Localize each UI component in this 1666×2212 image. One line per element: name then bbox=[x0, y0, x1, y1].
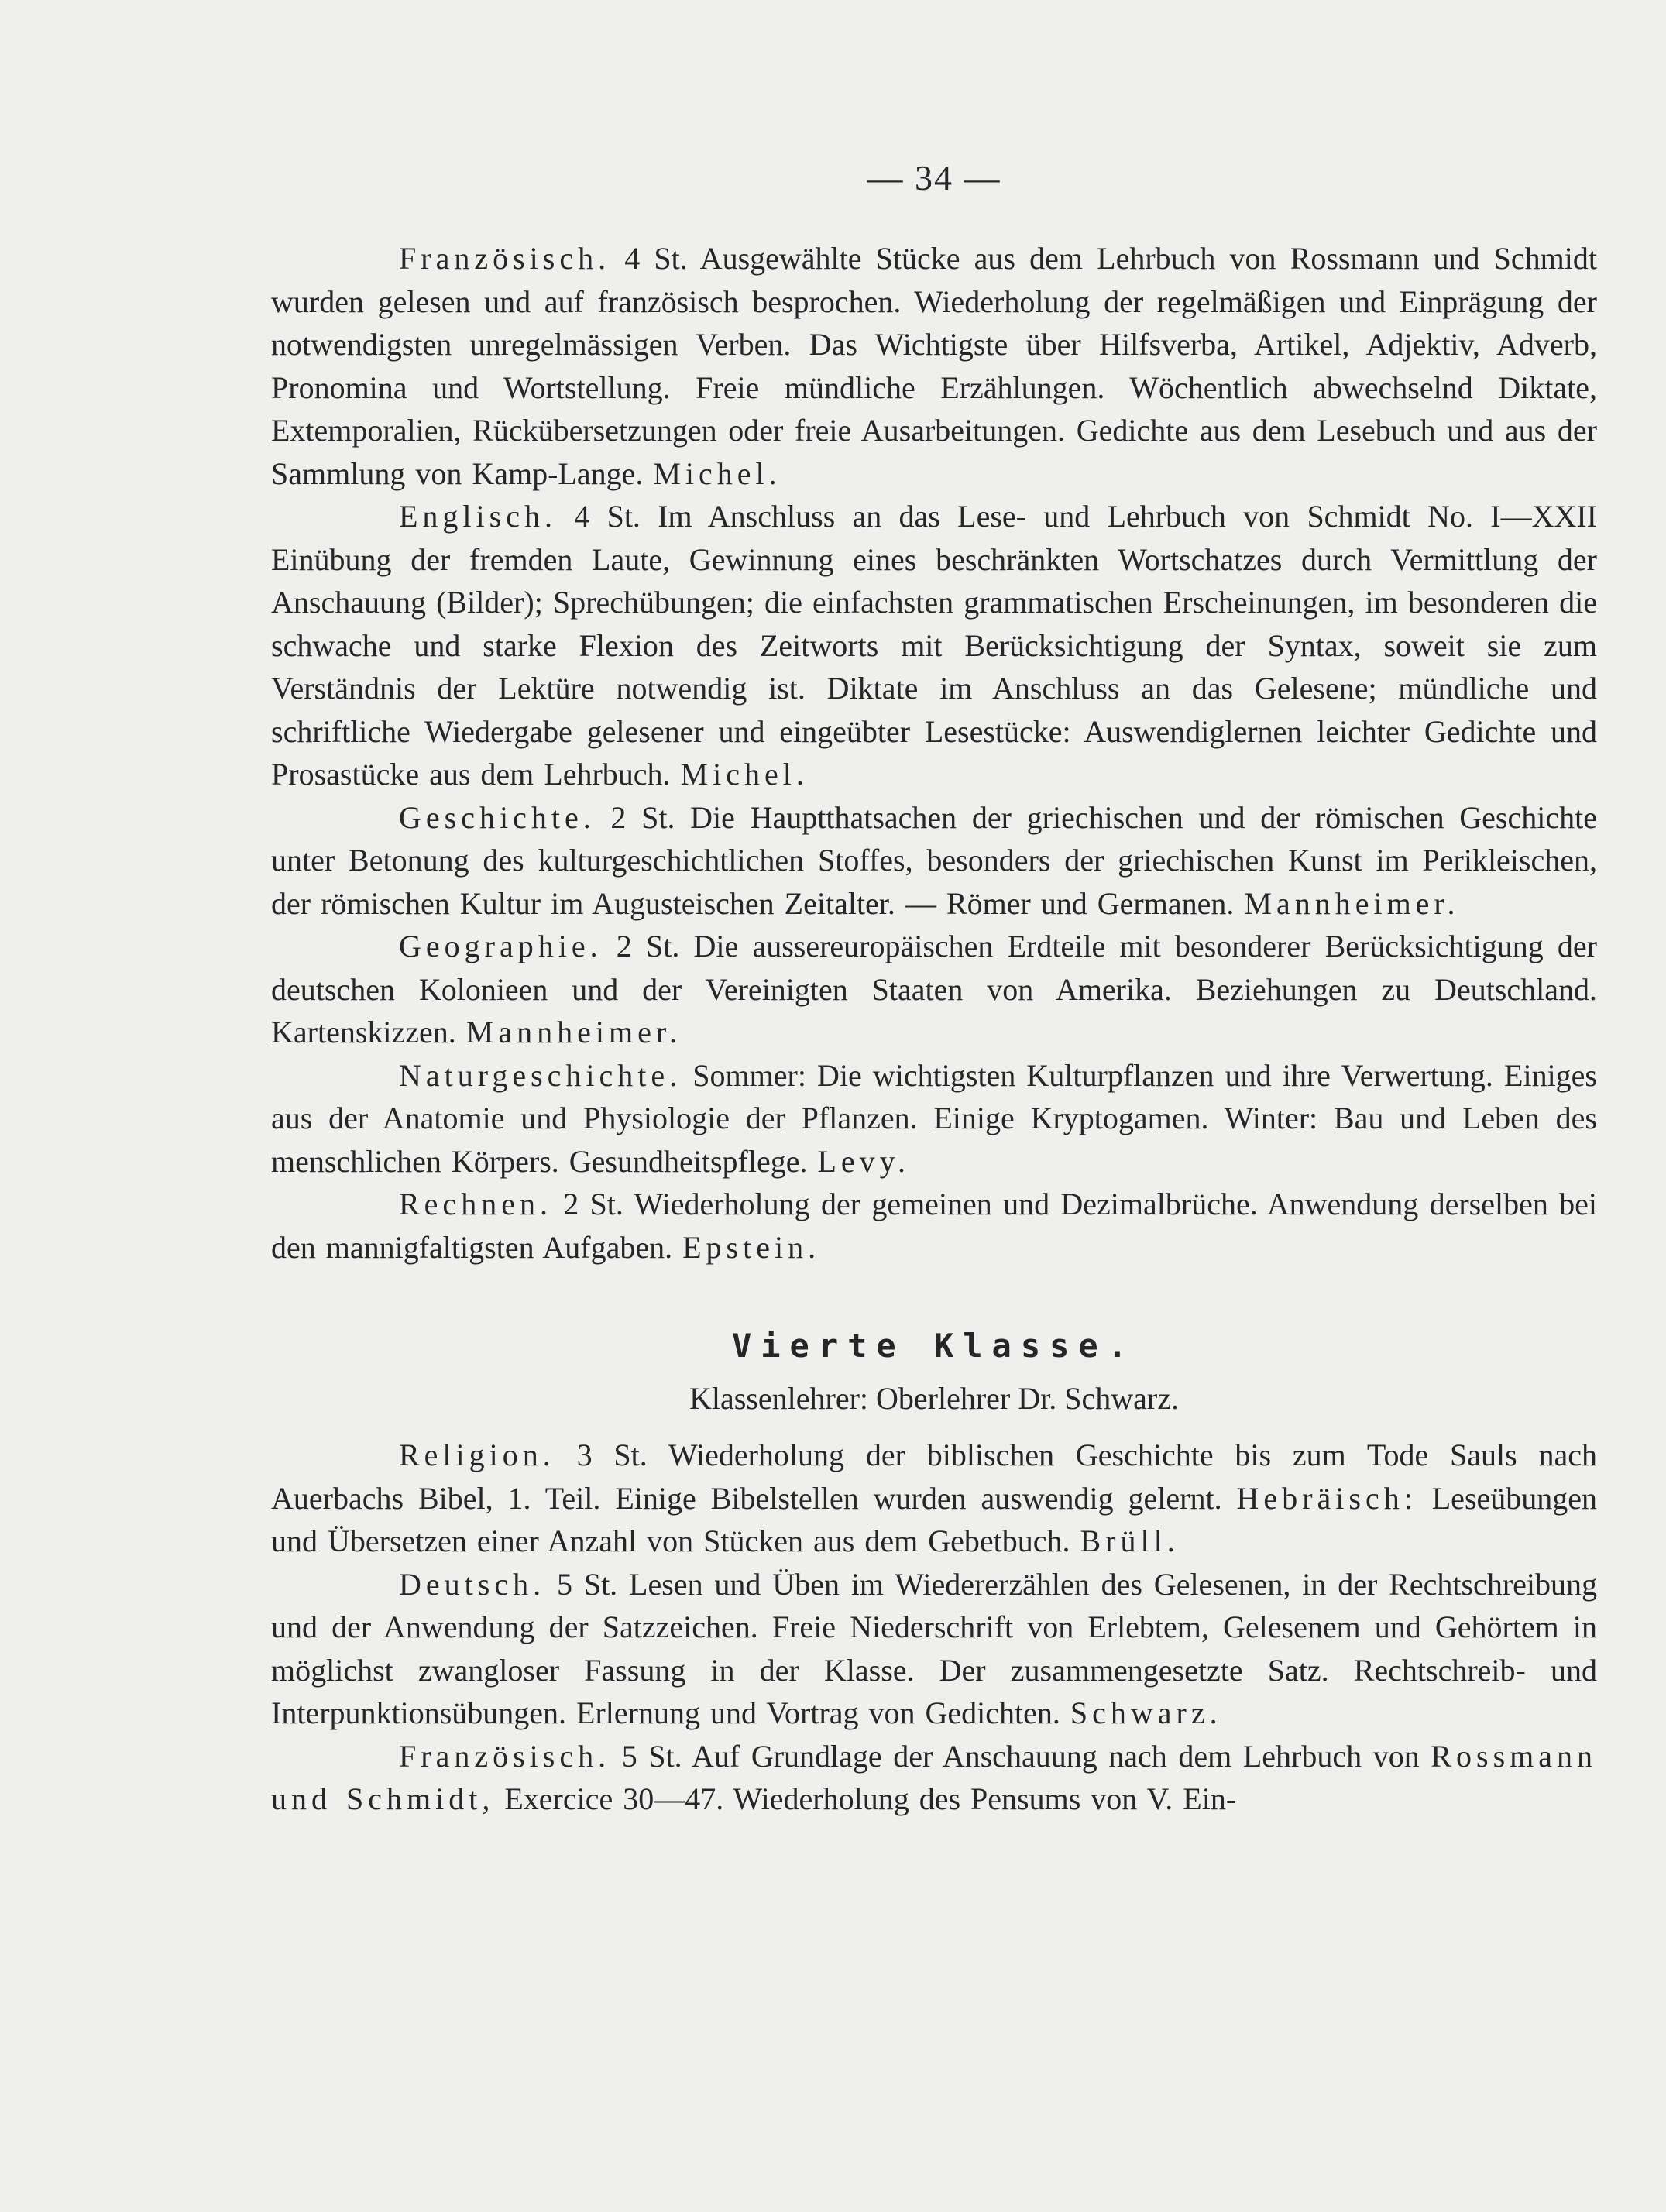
paragraph-text: Leseübungen und Übersetzen einer Anzahl von Stücken aus dem Gebetbuch. bbox=[271, 1480, 1598, 1558]
paragraph-religion bbox=[271, 1434, 1597, 1563]
teacher-name: Levy. bbox=[817, 1143, 911, 1179]
paragraph-text: 2 St. Die Hauptthatsachen der griechischen und der römischen Geschichte unter Betonung des kulturgeschichtlichen Stoffes, besonders der griechischen Kunst im Perikleischen, der römischen Kultur im Augusteischen Zeitalter. — Römer und Germanen. bbox=[271, 799, 1597, 921]
subject-label: Englisch. bbox=[399, 499, 557, 534]
subject-label: Französisch. bbox=[399, 241, 611, 276]
paragraph-text: 5 St. Lesen und Üben im Wiedererzählen des Gelesenen, in der Rechtschreibung und der Anwendung der Satzzeichen. Freie Niederschrift von Erlebtem, Gelesenem und Gehörtem in möglichst zwangloser Fassung in der Klasse. Der zusammengesetzte Satz. Rechtschreib- und Interpunktionsübungen. Erlernung und Vortrag von Gedichten. bbox=[271, 1566, 1598, 1730]
subject-label: Rechnen. bbox=[399, 1187, 552, 1221]
paragraph-text: 2 St. Die aussereuropäischen Erdteile mit besonderer Berücksichtigung der deutschen Kolonieen und der Vereinigten Staaten von Amerika. Beziehungen zu Deutschland. Kartenskizzen. bbox=[271, 929, 1597, 1049]
textbook-authors: Rossmann und Schmidt, bbox=[271, 1738, 1598, 1816]
subject-label: Französisch. bbox=[399, 1738, 611, 1774]
teacher-name: Michel. bbox=[680, 757, 809, 792]
paragraph-text: Exercice 30—47. Wiederholung des Pensums von V. Ein- bbox=[504, 1781, 1237, 1816]
sub-subject-label: Hebräisch: bbox=[1236, 1480, 1417, 1516]
section-title: Vierte Klasse. bbox=[731, 1327, 1136, 1365]
paragraph-geographie bbox=[271, 925, 1597, 1054]
subject-label: Geschichte. bbox=[399, 799, 596, 835]
subject-label: Naturgeschichte. bbox=[399, 1057, 682, 1093]
paragraph-englisch bbox=[271, 495, 1597, 796]
teacher-name: Brüll. bbox=[1080, 1523, 1180, 1558]
paragraph-text: 4 St. Ausgewählte Stücke aus dem Lehrbuch von Rossmann und Schmidt wurden gelesen und auf französisch besprochen. Wiederholung der regelmäßigen und Einprägung der notwendigsten unregelmässigen Verben. Das Wichtigste über Hilfsverba, Artikel, Adjektiv, Adverb, Pronomina und Wortstellung. Freie mündliche Erzählungen. Wöchentlich abwechselnd Diktate, Extemporalien, Rückübersetzungen oder freie Ausarbeitungen. Gedichte aus dem Lesebuch und aus der Sammlung von Kamp-Lange. bbox=[271, 241, 1597, 491]
paragraph-franzoesisch bbox=[271, 237, 1597, 495]
document-page bbox=[271, 155, 1597, 1821]
paragraph-text: Sommer: Die wichtigsten Kulturpflanzen und ihre Verwertung. Einiges aus der Anatomie und Physiologie der Pflanzen. Einige Kryptogamen. Winter: Bau und Leben des menschlichen Körpers. Gesundheitspflege. bbox=[271, 1057, 1597, 1179]
paragraph-franzoesisch-iv bbox=[271, 1735, 1597, 1821]
teacher-name: Schwarz. bbox=[1070, 1695, 1222, 1730]
paragraph-naturgeschichte bbox=[271, 1054, 1597, 1183]
paragraph-text: 5 St. Auf Grundlage der Anschauung nach dem Lehrbuch von bbox=[621, 1738, 1420, 1774]
paragraph-text: 3 St. Wiederholung der biblischen Geschichte bis zum Tode Sauls nach Auerbachs Bibel, 1. Teil. Einige Bibelstellen wurden auswendig gelernt. bbox=[271, 1437, 1598, 1516]
subject-label: Geographie. bbox=[399, 929, 603, 963]
section-subtitle: Klassenlehrer: Oberlehrer Dr. Schwarz. bbox=[689, 1381, 1179, 1416]
paragraph-text: 2 St. Wiederholung der gemeinen und Dezimalbrüche. Anwendung derselben bei den mannigfaltigsten Aufgaben. bbox=[271, 1187, 1598, 1265]
paragraph-rechnen bbox=[271, 1183, 1597, 1269]
subject-label: Religion. bbox=[399, 1437, 555, 1472]
teacher-name: Michel. bbox=[653, 455, 781, 491]
paragraph-geschichte bbox=[271, 796, 1597, 926]
teacher-name: Mannheimer. bbox=[1244, 885, 1460, 921]
subject-label: Deutsch. bbox=[399, 1566, 546, 1602]
teacher-name: Mannheimer. bbox=[465, 1015, 682, 1049]
paragraph-text: 4 St. Im Anschluss an das Lese- und Lehrbuch von Schmidt No. I—XXII Einübung der fremden Laute, Gewinnung eines beschränkten Wortschatzes durch Vermittlung der Anschauung (Bilder); Sprechübungen; die einfachsten grammatischen Erscheinungen, im besonderen die schwache und starke Flexion des Zeitworts mit Berücksichtigung der Syntax, soweit sie zum Verständnis der Lektüre notwendig ist. Diktate im Anschluss an das Gelesene; mündliche und schriftliche Wiedergabe gelesener und eingeübter Lesestücke: Auswendiglernen leichter Gedichte und Prosastücke aus dem Lehrbuch. bbox=[271, 499, 1597, 792]
teacher-name: Epstein. bbox=[682, 1229, 821, 1265]
paragraph-deutsch bbox=[271, 1563, 1597, 1735]
page-number: — 34 — bbox=[867, 158, 1001, 198]
